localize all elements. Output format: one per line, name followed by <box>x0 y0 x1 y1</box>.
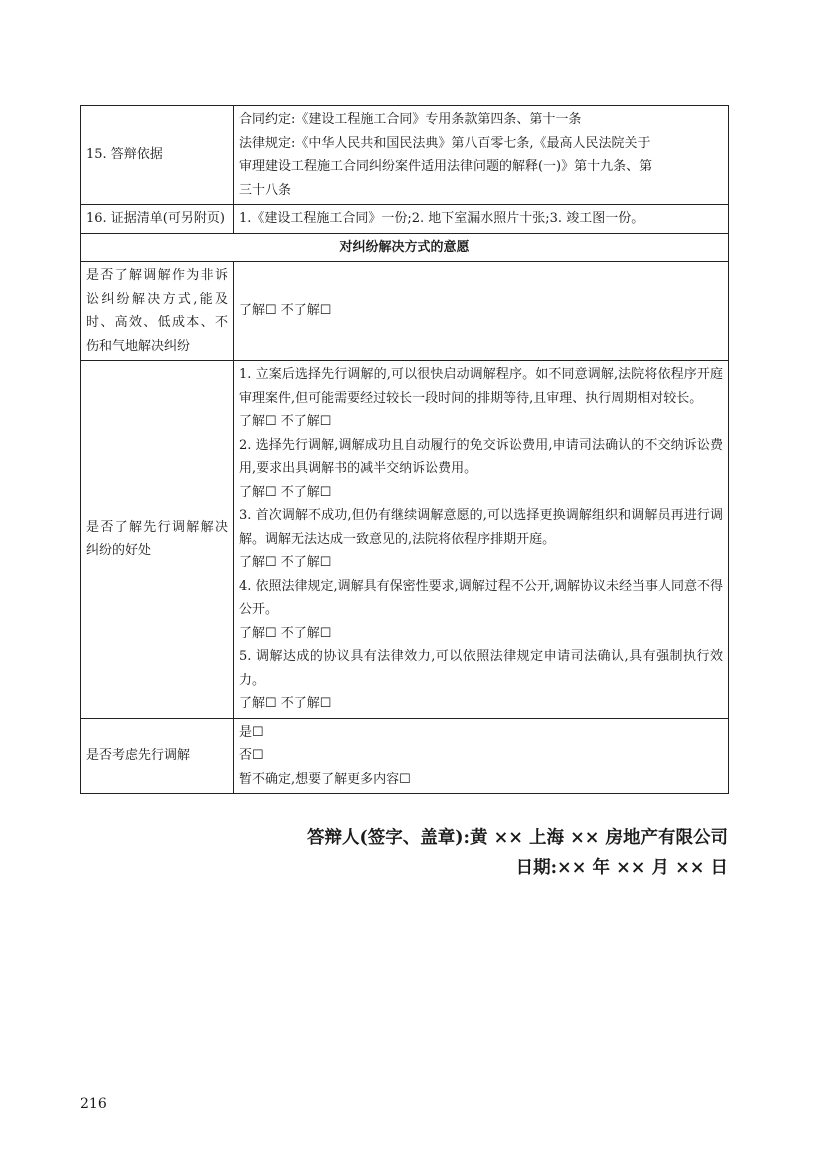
option-undecided[interactable]: 暂不确定,想要了解更多内容☐ <box>238 771 411 787</box>
benefit-item-text: 4. 依照法律规定,调解具有保密性要求,调解过程不公开,调解协议未经当事人同意不得公开。 <box>238 578 723 617</box>
defense-basis-line: 法律规定:《中华人民共和国民法典》第八百零七条,《最高人民法院关于 <box>238 135 651 151</box>
defense-basis-value <box>233 106 728 205</box>
benefit-item-text: 2. 选择先行调解,调解成功且自动履行的免交诉讼费用,申请司法确认的不交纳诉讼费用,要求出具调解书的减半交纳诉讼费用。 <box>238 437 723 476</box>
mediation-awareness-answer[interactable]: 了解☐ 不了解☐ <box>233 262 728 361</box>
mediation-awareness-label: 是否了解调解作为非诉讼纠纷解决方式,能及时、高效、低成本、不伤和气地解决纠纷 <box>81 262 234 361</box>
mediation-benefits-label: 是否了解先行调解解决纠纷的好处 <box>81 361 234 719</box>
option-no[interactable]: 否☐ <box>238 748 264 763</box>
defense-basis-row <box>81 106 729 205</box>
benefit-item-answer[interactable]: 了解☐ 不了解☐ <box>238 555 332 570</box>
defense-basis-line: 审理建设工程施工合同纠纷案件适用法律问题的解释(一)》第十九条、第 <box>238 159 653 174</box>
evidence-list-value <box>233 205 728 234</box>
complaint-defense-form-table <box>80 105 729 794</box>
defense-basis-line: 合同约定:《建设工程施工合同》专用条款第四条、第十一条 <box>238 112 582 127</box>
benefit-item-answer[interactable]: 了解☐ 不了解☐ <box>238 414 332 429</box>
consider-mediation-label: 是否考虑先行调解 <box>81 718 234 794</box>
benefit-item-text: 1. 立案后选择先行调解的,可以很快启动调解程序。如不同意调解,法院将依程序开庭审理案件,但可能需要经过较长一段时间的排期等待,且审理、执行周期相对较长。 <box>238 367 723 406</box>
mediation-benefits-row <box>81 361 729 719</box>
page-number: 216 <box>80 1096 107 1112</box>
benefit-item-text: 5. 调解达成的协议具有法律效力,可以依照法律规定申请司法确认,具有强制执行效力。 <box>238 649 723 688</box>
option-yes[interactable]: 是☐ <box>238 724 264 740</box>
mediation-benefits-list <box>233 361 728 719</box>
consider-mediation-options <box>233 718 728 794</box>
respondent-signature: 答辩人(签字、盖章):黄 ×× 上海 ×× 房地产有限公司 <box>306 828 728 848</box>
evidence-list-value-text: 1.《建设工程施工合同》一份;2. 地下室漏水照片十张;3. 竣工图一份。 <box>238 211 645 226</box>
signature-date: 日期:×× 年 ×× 月 ×× 日 <box>515 858 728 878</box>
mediation-awareness-row <box>81 262 729 361</box>
defense-basis-line: 三十八条 <box>238 182 291 198</box>
evidence-list-label-text: 16. 证据清单(可另附页) <box>86 211 225 226</box>
evidence-list-row <box>81 205 729 234</box>
section-title-row <box>81 233 729 262</box>
evidence-list-label <box>81 205 234 234</box>
benefit-item-answer[interactable]: 了解☐ 不了解☐ <box>238 484 332 500</box>
benefit-item-answer[interactable]: 了解☐ 不了解☐ <box>238 696 332 711</box>
defense-basis-label: 15. 答辩依据 <box>81 106 234 205</box>
benefit-item-answer[interactable]: 了解☐ 不了解☐ <box>238 625 332 641</box>
benefit-item-text: 3. 首次调解不成功,但仍有继续调解意愿的,可以选择更换调解组织和调解员再进行调解。调解无法达成一致意见的,法院将依程序排期开庭。 <box>238 508 723 547</box>
consider-mediation-row <box>81 718 729 794</box>
section-title: 对纠纷解决方式的意愿 <box>81 233 729 262</box>
